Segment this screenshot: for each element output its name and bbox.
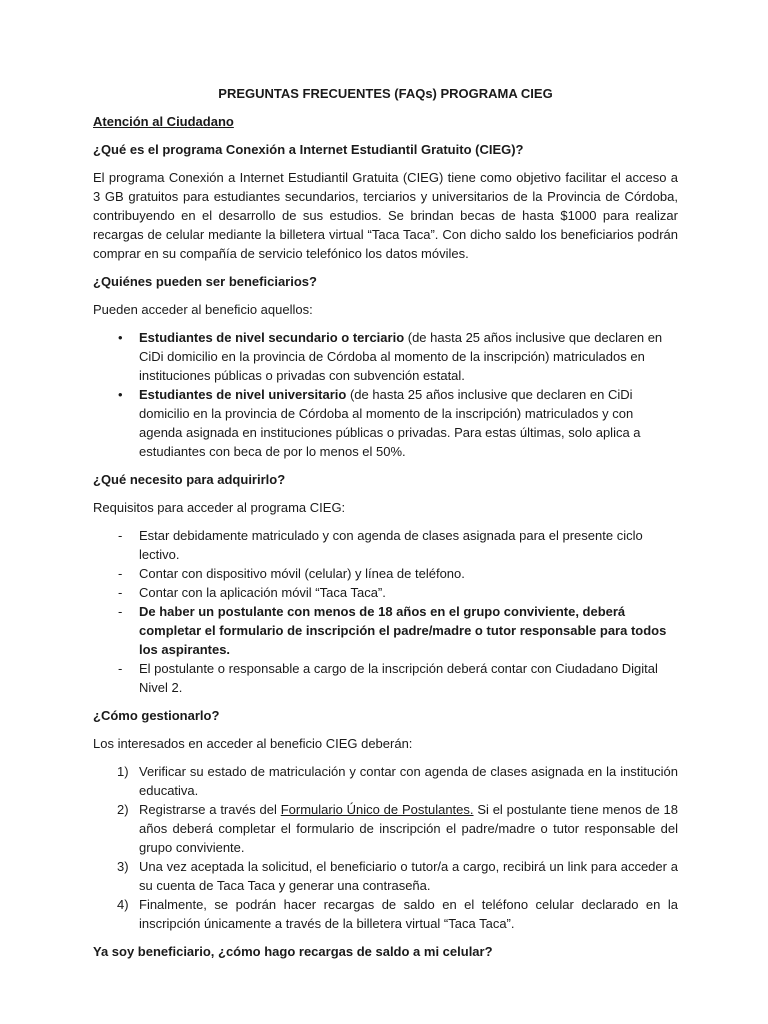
dash-icon: - [118, 585, 123, 600]
list-item [93, 328, 678, 385]
list-item-text: (de hasta 25 años inclusive que declaren en CiDi domicilio en la provincia de Córdoba al momento de la inscripción) matriculados y con agenda asignada en instituciones públicas o privadas. Para estas últimas, solo aplica a estudiantes con beca de por lo menos el 50%. [139, 387, 641, 459]
question-what-do-i-need: ¿Qué necesito para adquirirlo? [93, 472, 286, 487]
formulario-link[interactable]: Formulario Único de Postulantes. [280, 802, 474, 817]
answer-intro-how-to-manage: Los interesados en acceder al beneficio CIEG deberán: [93, 736, 413, 751]
step-text: Verificar su estado de matriculación y contar con agenda de clases asignada en la institución educativa. [139, 764, 678, 798]
step-text-continued: Si el postulante tiene menos de 18 años deberá completar el formulario de inscripción el padre/madre o tutor responsable del grupo conviviente. [139, 802, 678, 855]
beneficiaries-list [93, 328, 678, 461]
dash-icon: - [118, 528, 123, 543]
bullet-icon: • [118, 387, 123, 402]
list-item [93, 526, 678, 564]
list-item [93, 602, 678, 659]
step-text: Una vez aceptada la solicitud, el beneficiario o tutor/a a cargo, recibirá un link para acceder a su cuenta de Taca Taca y generar una contraseña. [139, 859, 678, 893]
list-item-text: Contar con la aplicación móvil “Taca Taca”. [139, 585, 386, 600]
section-heading: Atención al Ciudadano [93, 114, 234, 129]
list-item-text: Estar debidamente matriculado y con agenda de clases asignada para el presente ciclo lectivo. [139, 528, 643, 562]
step-text: Finalmente, se podrán hacer recargas de saldo en el teléfono celular declarado en la inscripción únicamente a través de la billetera virtual “Taca Taca”. [139, 897, 678, 931]
step-number: 2) [117, 802, 129, 817]
question-what-is-cieg: ¿Qué es el programa Conexión a Internet Estudiantil Gratuito (CIEG)? [93, 142, 524, 157]
dash-icon: - [118, 566, 123, 581]
document-title: PREGUNTAS FRECUENTES (FAQs) PROGRAMA CIEG [218, 86, 553, 101]
list-item-bold: Estudiantes de nivel secundario o terciario [139, 330, 405, 345]
bullet-icon: • [118, 330, 123, 345]
list-item [93, 583, 678, 602]
list-item [93, 800, 678, 857]
answer-intro-who-can-benefit: Pueden acceder al beneficio aquellos: [93, 302, 313, 317]
dash-icon: - [118, 604, 123, 619]
answer-what-is-cieg: El programa Conexión a Internet Estudiantil Gratuita (CIEG) tiene como objetivo facilitar el acceso a 3 GB gratuitos para estudiantes secundarios, terciarios y universitarios de la Provincia de Córdoba, contribuyendo en el desarrollo de sus estudios. Se brindan becas de hasta $1000 para realizar recargas de celular mediante la billetera virtual “Taca Taca”. Con dicho saldo los beneficiarios podrán comprar en su compañía de servicio telefónico los datos móviles. [93, 170, 678, 261]
list-item [93, 385, 678, 461]
requirements-list [93, 526, 678, 697]
question-how-to-recharge: Ya soy beneficiario, ¿cómo hago recargas de saldo a mi celular? [93, 944, 493, 959]
step-number: 4) [117, 897, 129, 912]
question-how-to-manage: ¿Cómo gestionarlo? [93, 708, 220, 723]
list-item-bold: Estudiantes de nivel universitario [139, 387, 347, 402]
step-number: 1) [117, 764, 129, 779]
list-item-text: Contar con dispositivo móvil (celular) y línea de teléfono. [139, 566, 465, 581]
list-item-text: (de hasta 25 años inclusive que declaren en CiDi domicilio en la provincia de Córdoba al momento de la inscripción) matriculados en instituciones públicas o privadas con subvención estatal. [139, 330, 663, 383]
list-item [93, 895, 678, 933]
list-item [93, 564, 678, 583]
list-item-text: El postulante o responsable a cargo de la inscripción deberá contar con Ciudadano Digital Nivel 2. [139, 661, 658, 695]
steps-list [93, 762, 678, 933]
list-item [93, 659, 678, 697]
list-item-text: De haber un postulante con menos de 18 años en el grupo conviviente, deberá completar el formulario de inscripción el padre/madre o tutor responsable para todos los aspirantes. [139, 604, 667, 657]
question-who-can-benefit: ¿Quiénes pueden ser beneficiarios? [93, 274, 317, 289]
dash-icon: - [118, 661, 123, 676]
list-item [93, 762, 678, 800]
answer-intro-requirements: Requisitos para acceder al programa CIEG: [93, 500, 346, 515]
step-number: 3) [117, 859, 129, 874]
list-item [93, 857, 678, 895]
step-text: Registrarse a través del [139, 802, 281, 817]
